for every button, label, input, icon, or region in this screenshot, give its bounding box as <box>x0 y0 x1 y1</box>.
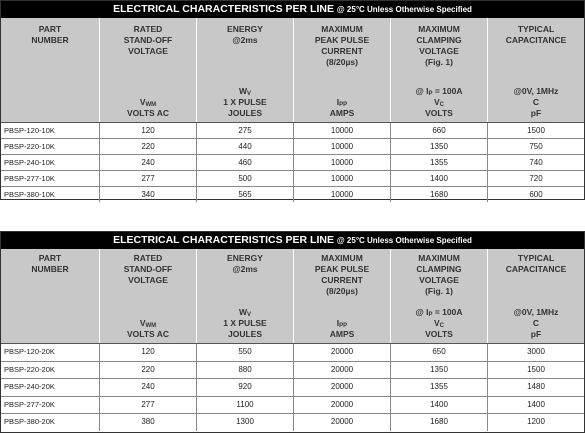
header-voltage-symbol: $V_{WM}$ <box>139 318 157 329</box>
header-pulse-line: MAXIMUM <box>321 24 363 34</box>
part-number-cell: PBSP-277-20K <box>1 397 100 414</box>
header-cap-line: TYPICAL <box>517 253 555 263</box>
header-voltage-line: STAND-OFF <box>123 35 173 45</box>
header-cap-unit: pF <box>530 329 542 339</box>
header-pulse-line: (8/20µs) <box>326 57 358 67</box>
header-voltage-line: VOLTAGE <box>128 275 168 285</box>
header-energy-symbol: $W_V$ <box>238 86 252 97</box>
header-part-number <box>1 249 100 343</box>
value-cell: 500 <box>197 171 294 186</box>
part-number-cell: PBSP-240-20K <box>1 379 100 396</box>
header-cap-symbol: C <box>532 318 540 328</box>
header-clamp-line: (Fig. 1) <box>425 57 453 67</box>
part-number-cell: PBSP-380-20K <box>1 414 100 431</box>
value-cell: 220 <box>100 139 197 154</box>
header-part-line: PART <box>38 253 62 263</box>
header-pulse-unit: AMPS <box>329 108 355 118</box>
header-energy-pulse: 1 X PULSE <box>223 97 267 107</box>
value-cell: 550 <box>197 344 294 361</box>
part-number-cell: PBSP-220-10K <box>1 139 100 154</box>
header-pulse-unit: AMPS <box>329 329 355 339</box>
table-row <box>1 379 584 397</box>
header-voltage-unit: VOLTS AC <box>126 329 170 339</box>
header-part-line: NUMBER <box>31 264 69 274</box>
value-cell: 1100 <box>197 397 294 414</box>
header-energy <box>197 249 294 343</box>
header-clamp-line: CLAMPING <box>416 35 462 45</box>
header-part-line: NUMBER <box>31 35 69 45</box>
value-cell: 1350 <box>391 362 488 379</box>
part-number-cell: PBSP-240-10K <box>1 155 100 170</box>
header-energy-line: @2ms <box>232 35 258 45</box>
header-voltage-symbol: $V_{WM}$ <box>139 97 157 108</box>
header-pulse-line: CURRENT <box>321 46 363 56</box>
value-cell: 120 <box>100 344 197 361</box>
header-pulse-line: CURRENT <box>321 275 363 285</box>
header-rated-voltage <box>100 18 197 122</box>
header-energy-unit: JOULES <box>227 329 262 339</box>
table-row <box>1 171 584 187</box>
header-pulse-line: MAXIMUM <box>321 253 363 263</box>
value-cell: 120 <box>100 123 197 138</box>
header-pulse-line: PEAK PULSE <box>314 264 370 274</box>
value-cell: 1400 <box>391 171 488 186</box>
header-cap-condition: @0V, 1MHz <box>513 86 559 96</box>
table-title-main: ELECTRICAL CHARACTERISTICS PER LINE <box>113 3 334 15</box>
value-cell: 1300 <box>197 414 294 431</box>
value-cell: 277 <box>100 171 197 186</box>
electrical-characteristics-table-20k <box>0 231 585 433</box>
table-header <box>1 18 584 123</box>
table-row <box>1 139 584 155</box>
header-part-number <box>1 18 100 122</box>
header-cap-unit: pF <box>530 108 542 118</box>
header-pulse-line: (8/20µs) <box>326 286 358 296</box>
header-cap-line: CAPACITANCE <box>505 264 567 274</box>
header-energy-pulse: 1 X PULSE <box>223 318 267 328</box>
header-capacitance <box>488 249 584 343</box>
table-row <box>1 187 584 202</box>
header-clamp-line: VOLTAGE <box>419 275 459 285</box>
value-cell: 240 <box>100 155 197 170</box>
header-clamp-line: MAXIMUM <box>418 24 460 34</box>
value-cell: 10000 <box>294 139 391 154</box>
value-cell: 1355 <box>391 155 488 170</box>
part-number-cell: PBSP-380-10K <box>1 187 100 202</box>
table-title-main: ELECTRICAL CHARACTERISTICS PER LINE <box>113 234 334 246</box>
header-energy-line: ENERGY <box>227 24 263 34</box>
value-cell: 10000 <box>294 187 391 202</box>
part-number-cell: PBSP-120-10K <box>1 123 100 138</box>
header-clamp-symbol: $V_C$ <box>433 318 444 329</box>
header-clamping-voltage <box>391 18 488 122</box>
header-voltage-line: STAND-OFF <box>123 264 173 274</box>
header-energy-line: @2ms <box>232 264 258 274</box>
table-row <box>1 155 584 171</box>
header-clamp-unit: VOLTS <box>425 108 453 118</box>
value-cell: 20000 <box>294 344 391 361</box>
value-cell: 20000 <box>294 362 391 379</box>
header-voltage-unit: VOLTS AC <box>126 108 170 118</box>
value-cell: 920 <box>197 379 294 396</box>
value-cell: 20000 <box>294 414 391 431</box>
header-clamp-symbol: $V_C$ <box>433 97 444 108</box>
value-cell: 660 <box>391 123 488 138</box>
value-cell: 10000 <box>294 155 391 170</box>
header-clamp-condition: @ $I_P = 100A$ <box>415 86 463 97</box>
table-row <box>1 397 584 415</box>
electrical-characteristics-table-10k <box>0 0 585 200</box>
value-cell: 380 <box>100 414 197 431</box>
table-title <box>1 1 584 18</box>
header-energy <box>197 18 294 122</box>
value-cell: 880 <box>197 362 294 379</box>
header-clamp-line: VOLTAGE <box>419 46 459 56</box>
table-body <box>1 123 584 202</box>
header-clamp-line: CLAMPING <box>416 264 462 274</box>
value-cell: 565 <box>197 187 294 202</box>
value-cell: 600 <box>529 190 543 199</box>
header-clamp-line: (Fig. 1) <box>425 286 453 296</box>
value-cell: 1400 <box>391 397 488 414</box>
header-voltage-line: RATED <box>133 24 163 34</box>
value-cell: 1355 <box>391 379 488 396</box>
table-row <box>1 344 584 362</box>
header-voltage-line: RATED <box>133 253 163 263</box>
value-cell: 220 <box>100 362 197 379</box>
header-clamp-unit: VOLTS <box>425 329 453 339</box>
value-cell: 740 <box>529 158 543 167</box>
header-energy-line: ENERGY <box>227 253 263 263</box>
header-clamp-line: MAXIMUM <box>418 253 460 263</box>
part-number-cell: PBSP-277-10K <box>1 171 100 186</box>
value-cell: 1500 <box>527 126 545 135</box>
table-title <box>1 232 584 249</box>
value-cell: 1480 <box>527 382 545 391</box>
part-number-cell: PBSP-220-20K <box>1 362 100 379</box>
part-number-cell: PBSP-120-20K <box>1 344 100 361</box>
header-peak-pulse-current <box>294 18 391 122</box>
header-part-line: PART <box>38 24 62 34</box>
table-header <box>1 249 584 344</box>
value-cell: 10000 <box>294 123 391 138</box>
header-clamp-condition: @ $I_P = 100A$ <box>415 307 463 318</box>
header-energy-symbol: $W_V$ <box>238 307 252 318</box>
table-row <box>1 414 584 431</box>
value-cell: 750 <box>529 142 543 151</box>
value-cell: 1500 <box>527 364 545 374</box>
value-cell: 340 <box>100 187 197 202</box>
header-cap-condition: @0V, 1MHz <box>513 307 559 317</box>
value-cell: 1350 <box>391 139 488 154</box>
header-capacitance <box>488 18 584 122</box>
table-row <box>1 123 584 139</box>
value-cell: 3000 <box>527 347 545 356</box>
value-cell: 1680 <box>391 187 488 202</box>
value-cell: 650 <box>391 344 488 361</box>
value-cell: 720 <box>529 174 543 183</box>
table-title-condition: @ 25°C Unless Otherwise Specified <box>336 236 472 245</box>
value-cell: 460 <box>197 155 294 170</box>
header-cap-symbol: C <box>532 97 540 107</box>
value-cell: 1680 <box>391 414 488 431</box>
header-cap-line: CAPACITANCE <box>505 35 567 45</box>
header-energy-unit: JOULES <box>227 108 262 118</box>
value-cell: 440 <box>197 139 294 154</box>
value-cell: 277 <box>100 397 197 414</box>
header-pulse-line: PEAK PULSE <box>314 35 370 45</box>
header-clamping-voltage <box>391 249 488 343</box>
table-body <box>1 344 584 431</box>
header-pulse-symbol: $I_{PP}$ <box>336 97 348 108</box>
value-cell: 1400 <box>527 399 545 409</box>
header-cap-line: TYPICAL <box>517 24 555 34</box>
value-cell: 10000 <box>294 171 391 186</box>
header-rated-voltage <box>100 249 197 343</box>
table-title-condition: @ 25°C Unless Otherwise Specified <box>336 5 472 14</box>
value-cell: 1200 <box>527 417 545 426</box>
value-cell: 275 <box>197 123 294 138</box>
header-voltage-line: VOLTAGE <box>128 46 168 56</box>
value-cell: 20000 <box>294 379 391 396</box>
value-cell: 240 <box>100 379 197 396</box>
value-cell: 20000 <box>294 397 391 414</box>
header-peak-pulse-current <box>294 249 391 343</box>
header-pulse-symbol: $I_{PP}$ <box>336 318 348 329</box>
table-row <box>1 362 584 380</box>
